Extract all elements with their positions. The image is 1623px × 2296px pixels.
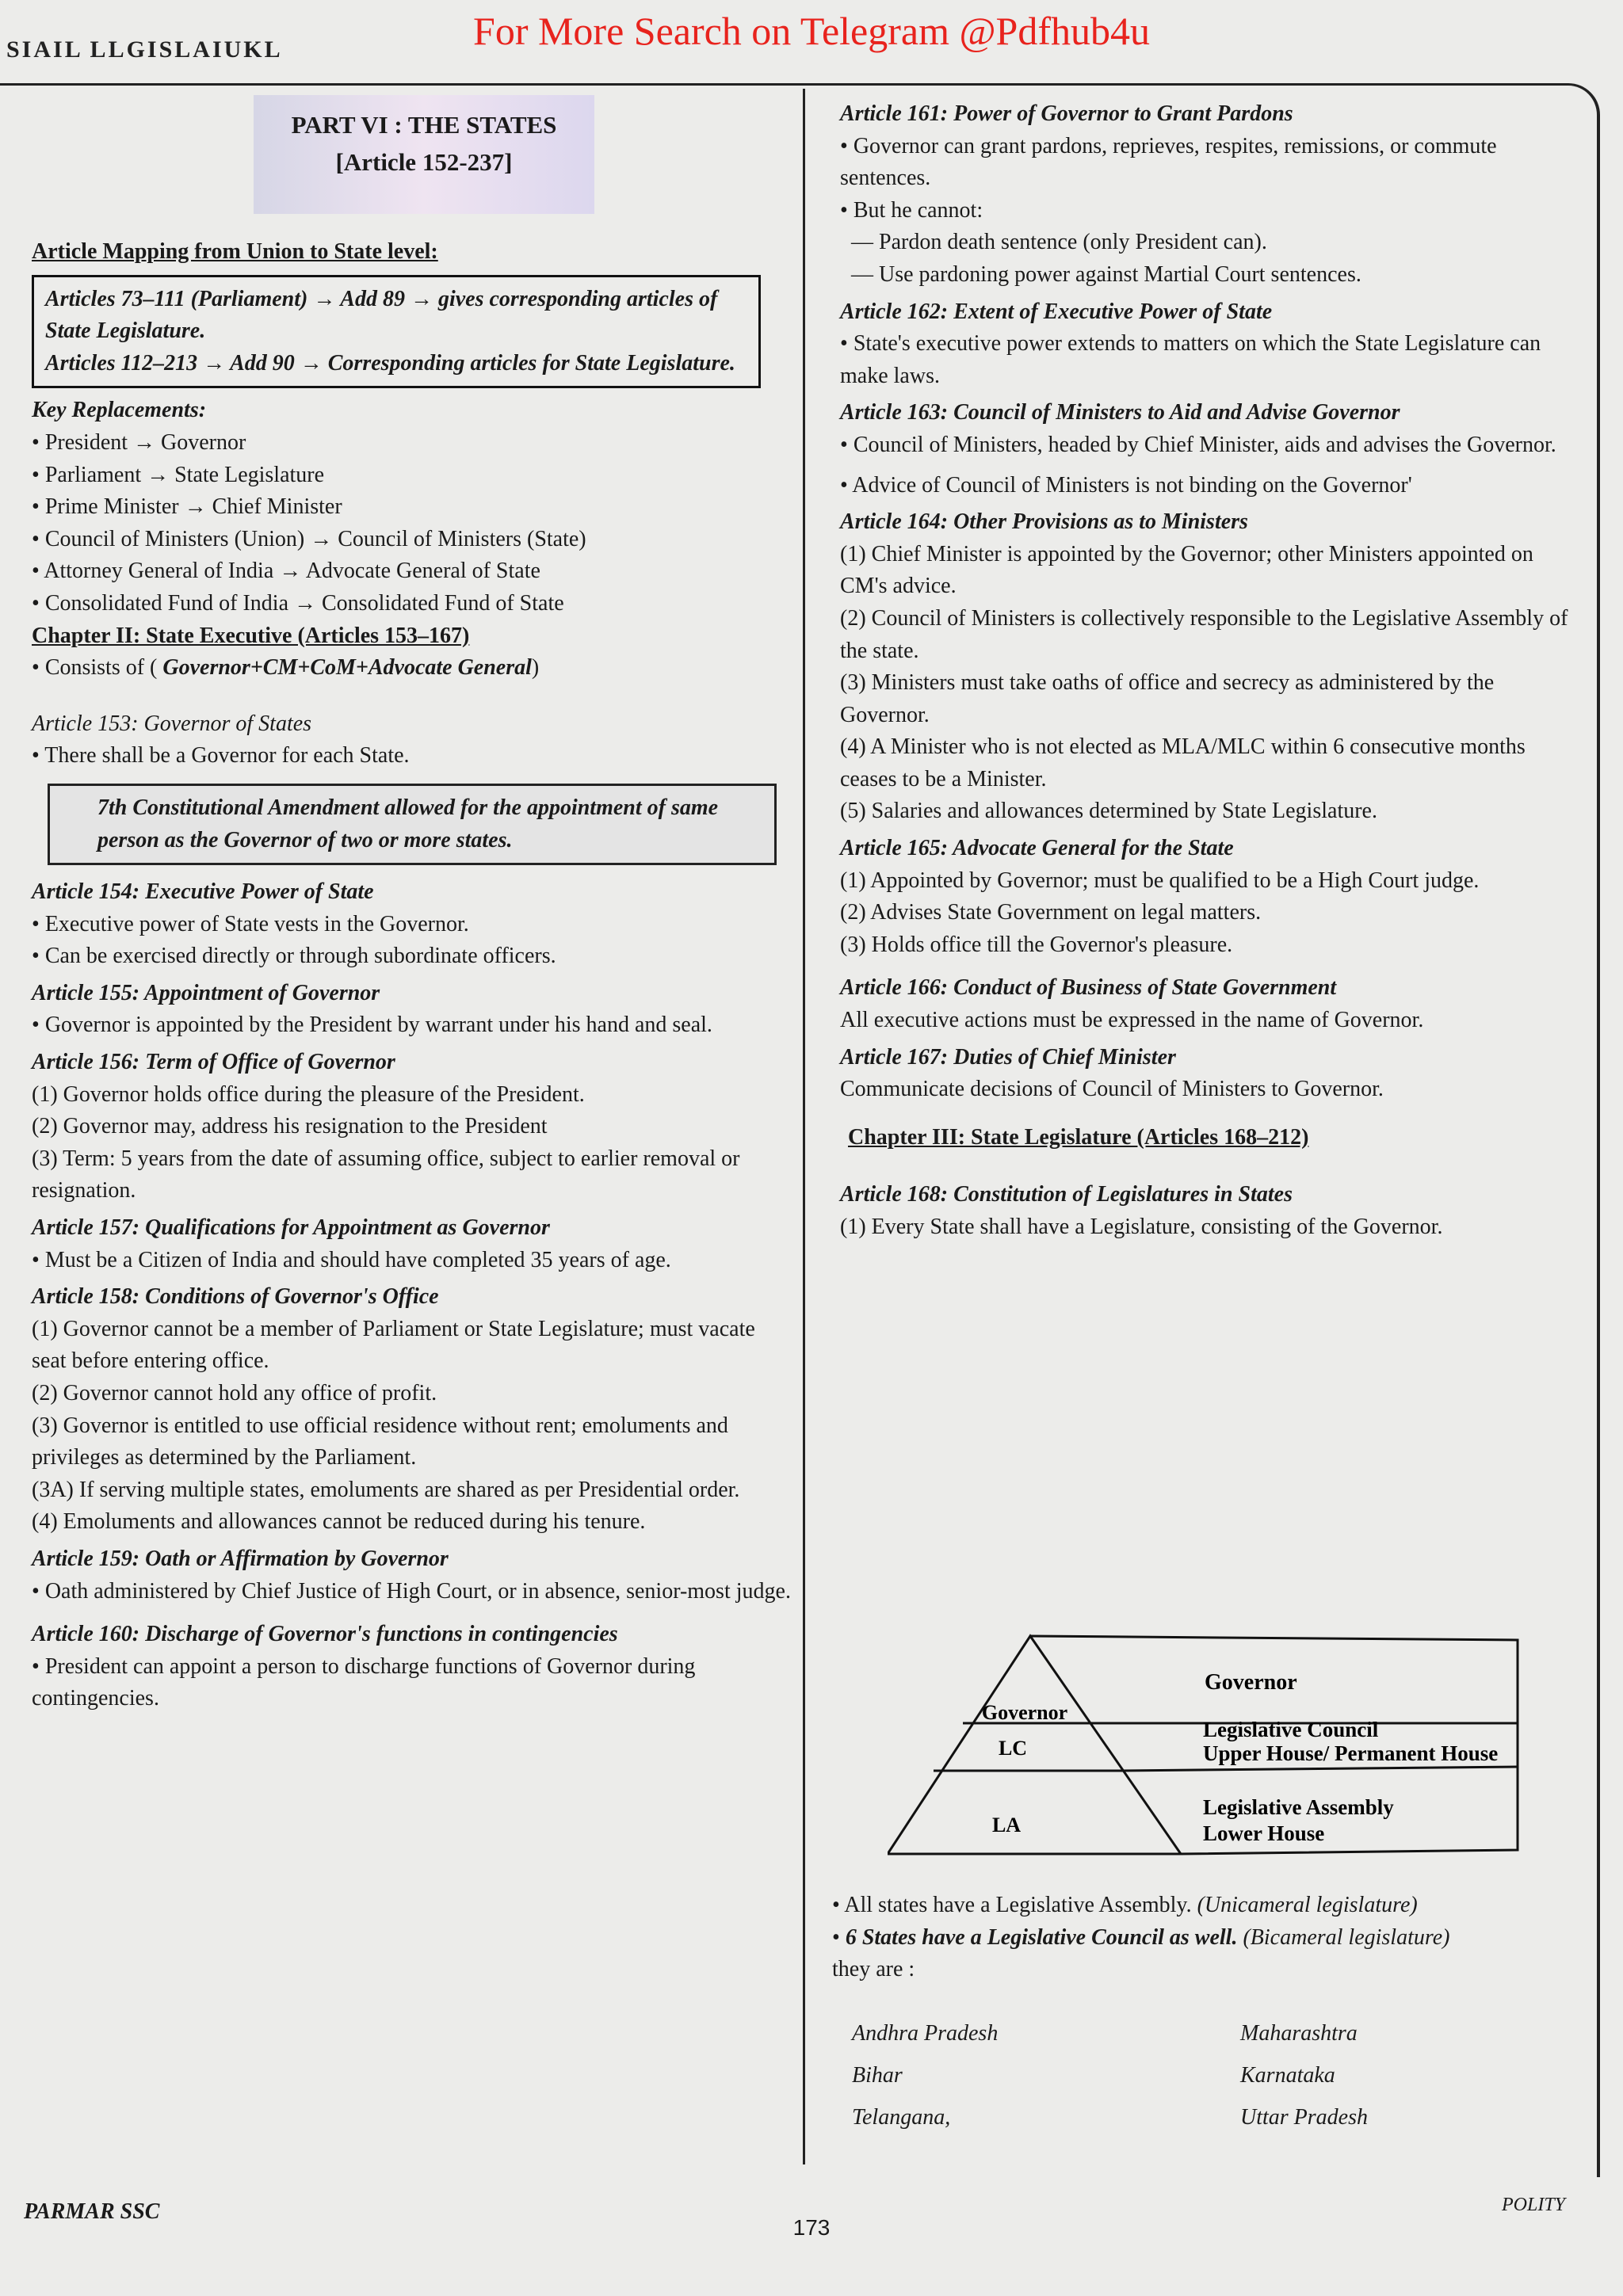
right-column — [840, 93, 1577, 1244]
article-154-point: • Executive power of State vests in the Governor. — [32, 909, 792, 941]
article-158-point: (2) Governor cannot hold any office of profit. — [32, 1381, 437, 1405]
article-156-point: (2) Governor may, address his resignation to the President — [32, 1114, 548, 1139]
article-160-heading: Article 160: Discharge of Governor's functions in contingencies — [32, 1622, 618, 1647]
article-161-exception: — Use pardoning power against Martial Court sentences. — [851, 261, 1361, 287]
state-name: Uttar Pradesh — [1240, 2105, 1368, 2130]
article-153-point: • There shall be a Governor for each State. — [32, 740, 792, 772]
column-divider — [803, 89, 805, 2164]
state-name: Andhra Pradesh — [852, 2021, 999, 2046]
article-156-heading: Article 156: Term of Office of Governor — [32, 1050, 395, 1075]
left-column — [32, 95, 792, 1715]
article-164-point: (2) Council of Ministers is collectively responsible to the Legislative Assembly of the state. — [840, 605, 1568, 663]
telegram-banner: For More Search on Telegram @Pdfhub4u — [473, 9, 1150, 53]
unicameral-text: All states have a Legislative Assembly. — [844, 1893, 1192, 1917]
article-154-heading: Article 154: Executive Power of State — [32, 879, 374, 905]
article-156-point: (3) Term: 5 years from the date of assuming office, subject to earlier removal or resignation. — [32, 1146, 740, 1203]
article-157-heading: Article 157: Qualifications for Appointment as Governor — [32, 1215, 550, 1241]
legislature-diagram — [888, 1632, 1522, 1862]
article-158-point: (1) Governor cannot be a member of Parliament or State Legislature; must vacate seat before entering office. — [32, 1316, 755, 1374]
mapping-heading: Article Mapping from Union to State level: — [32, 239, 438, 264]
replacement-item: • Parliament → State Legislature — [32, 460, 792, 492]
article-159-heading: Article 159: Oath or Affirmation by Governor — [32, 1546, 449, 1571]
states-column-2 — [1240, 2012, 1557, 2139]
mapping-line-1: Articles 73–111 (Parliament) → Add 89 → gives corresponding articles of State Legislature. — [45, 286, 718, 344]
row-legislative-assembly: Legislative Assembly — [1203, 1795, 1394, 1819]
replacement-item: • President → Governor — [32, 427, 792, 460]
state-name: Maharashtra — [1240, 2021, 1358, 2046]
chapter-2-heading: Chapter II: State Executive (Articles 153–167) — [32, 623, 470, 648]
article-165-heading: Article 165: Advocate General for the State — [840, 836, 1234, 861]
hierarchy-triangle — [888, 1636, 1181, 1854]
bicameral-tag: (Bicameral legislature) — [1243, 1924, 1450, 1950]
row-lower-house: Lower House — [1203, 1821, 1325, 1845]
article-166-text: All executive actions must be expressed in the name of Governor. — [840, 1008, 1424, 1033]
article-158-point: (3) Governor is entitled to use official residence without rent; emoluments and privileges as determined by the Parliament. — [32, 1413, 728, 1470]
article-165-point: (2) Advises State Government on legal matters. — [840, 900, 1262, 925]
footer-subject: POLITY — [1502, 2195, 1566, 2215]
article-155-heading: Article 155: Appointment of Governor — [32, 980, 380, 1005]
article-163-point: • Advice of Council of Ministers is not binding on the Governor' — [840, 470, 1577, 502]
consists-suffix: ) — [531, 655, 540, 681]
triangle-governor-label: Governor — [981, 1701, 1068, 1724]
article-161-exception: — Pardon death sentence (only President can). — [851, 230, 1267, 255]
article-161-point: • Governor can grant pardons, reprieves, respites, remissions, or commute sentences. — [840, 131, 1577, 195]
states-column-1 — [852, 2012, 1169, 2139]
unicameral-note — [832, 1890, 1569, 1922]
mapping-box — [32, 275, 761, 389]
article-168-point: (1) Every State shall have a Legislature, consisting of the Governor. — [840, 1215, 1443, 1239]
triangle-la-label: LA — [991, 1814, 1022, 1836]
row-legislative-council: Legislative Council — [1203, 1718, 1379, 1741]
article-161-point: • But he cannot: — [840, 195, 1577, 227]
row-upper-house: Upper House/ Permanent House — [1203, 1741, 1499, 1765]
article-159-point: • Oath administered by Chief Justice of High Court, or in absence, senior-most judge. — [32, 1576, 792, 1608]
replacement-item: • Council of Ministers (Union) → Council of Ministers (State) — [32, 524, 792, 556]
article-163-heading: Article 163: Council of Ministers to Aid and Advise Governor — [840, 400, 1400, 425]
article-161-heading: Article 161: Power of Governor to Grant Pardons — [840, 101, 1293, 126]
article-167-heading: Article 167: Duties of Chief Minister — [840, 1044, 1176, 1070]
unicameral-tag: (Unicameral legislature) — [1197, 1893, 1418, 1917]
consists-prefix: Consists of ( — [44, 655, 158, 681]
mapping-line-2: Articles 112–213 → Add 90 → Corresponding articles for State Legislature. — [45, 350, 735, 376]
article-162-point: • State's executive power extends to matters on which the State Legislature can make laws. — [840, 328, 1577, 392]
running-head: SIAIL LLGISLAIUKL — [6, 36, 283, 63]
key-replacements-heading: Key Replacements: — [32, 398, 207, 423]
replacement-item: • Consolidated Fund of India → Consolidated Fund of State — [32, 588, 792, 620]
amendment-note-box: 7th Constitutional Amendment allowed for the appointment of same person as the Governor of two or more states. — [48, 784, 777, 865]
footer-publisher: PARMAR SSC — [24, 2199, 160, 2224]
article-158-point: (4) Emoluments and allowances cannot be reduced during his tenure. — [32, 1509, 646, 1535]
article-164-point: (3) Ministers must take oaths of office and secrecy as administered by the Governor. — [840, 670, 1495, 727]
bicameral-text: 6 States have a Legislative Council as well. — [845, 1924, 1238, 1950]
article-168-heading: Article 168: Constitution of Legislatures in States — [840, 1182, 1293, 1207]
article-155-point: • Governor is appointed by the President by warrant under his hand and seal. — [32, 1009, 792, 1042]
article-165-point: (1) Appointed by Governor; must be qualified to be a High Court judge. — [840, 868, 1480, 893]
article-162-heading: Article 162: Extent of Executive Power of State — [840, 299, 1273, 324]
bicameral-note — [832, 1922, 1569, 1955]
article-164-point: (5) Salaries and allowances determined by State Legislature. — [840, 799, 1377, 824]
part-title: PART VI : THE STATES — [291, 111, 557, 139]
article-158-heading: Article 158: Conditions of Governor's Office — [32, 1284, 439, 1310]
replacement-item: • Attorney General of India → Advocate General of State — [32, 555, 792, 588]
executive-composition — [32, 652, 792, 685]
article-154-point: • Can be exercised directly or through subordinate officers. — [32, 940, 792, 973]
chapter-3-heading: Chapter III: State Legislature (Articles 168–212) — [848, 1124, 1309, 1150]
article-160-point: • President can appoint a person to discharge functions of Governor during contingencies. — [32, 1651, 792, 1715]
replacement-item: • Prime Minister → Chief Minister — [32, 491, 792, 524]
article-156-point: (1) Governor holds office during the pleasure of the President. — [32, 1081, 585, 1107]
state-name: Karnataka — [1240, 2063, 1335, 2088]
triangle-lc-label: LC — [998, 1737, 1028, 1760]
legislature-notes — [832, 1890, 1569, 1986]
article-164-point: (1) Chief Minister is appointed by the Governor; other Ministers appointed on CM's advice. — [840, 541, 1533, 599]
article-153-heading: Article 153: Governor of States — [32, 711, 312, 736]
state-name: Telangana, — [852, 2105, 951, 2130]
they-are-label: they are : — [832, 1957, 915, 1982]
row-governor: Governor — [1205, 1670, 1297, 1695]
article-166-heading: Article 166: Conduct of Business of State Government — [840, 975, 1337, 1001]
part-subtitle: [Article 152-237] — [335, 147, 513, 176]
article-167-text: Communicate decisions of Council of Ministers to Governor. — [840, 1077, 1384, 1102]
article-163-point: • Council of Ministers, headed by Chief Minister, aids and advises the Governor. — [840, 429, 1577, 462]
article-157-point: • Must be a Citizen of India and should have completed 35 years of age. — [32, 1245, 792, 1277]
article-158-point: (3A) If serving multiple states, emoluments are shared as per Presidential order. — [32, 1477, 740, 1502]
state-name: Bihar — [852, 2063, 903, 2088]
article-164-heading: Article 164: Other Provisions as to Ministers — [840, 509, 1248, 535]
article-165-point: (3) Holds office till the Governor's pleasure. — [840, 932, 1233, 957]
consists-members: Governor+CM+CoM+Advocate General — [162, 655, 532, 681]
page-number: 173 — [792, 2215, 831, 2240]
article-164-point: (4) A Minister who is not elected as MLA/MLC within 6 consecutive months ceases to be a Minister. — [840, 734, 1526, 791]
part-heading-box — [254, 95, 594, 214]
